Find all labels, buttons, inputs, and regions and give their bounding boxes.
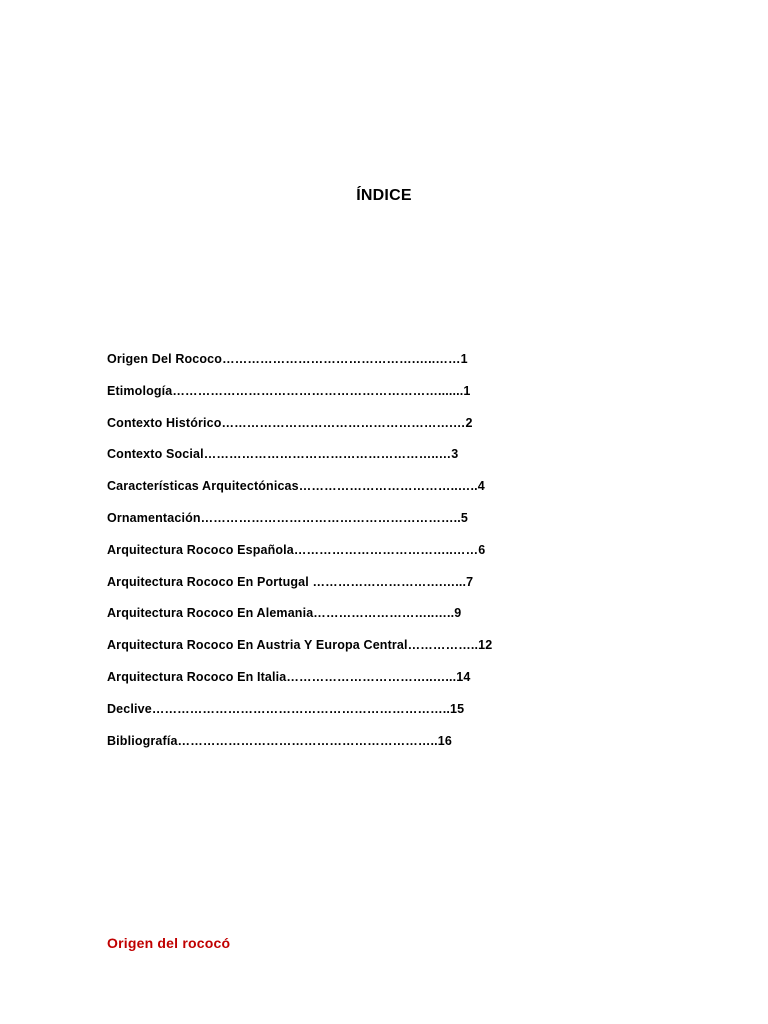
toc-entry-declive: Declive……………………………………………………………..15 bbox=[107, 701, 465, 716]
toc-entry-origen: Origen Del Rococo……………………………………….…..……1 bbox=[107, 352, 468, 366]
toc-entry-caracteristicas: Características Arquitectónicas………………………………..…..4 bbox=[107, 479, 485, 494]
toc-entry-bibliografia: Bibliografía……………………………………………………..16 bbox=[107, 733, 453, 748]
toc-entry-austria: Arquitectura Rococo En Austria Y Europa Central……………..12 bbox=[107, 638, 493, 653]
toc-entry-espanola: Arquitectura Rococo Española………………………………..……6 bbox=[107, 542, 486, 557]
page-title: ÍNDICE bbox=[356, 187, 412, 204]
table-of-contents bbox=[107, 350, 547, 763]
toc-entry-portugal: Arquitectura Rococo En Portugal ………………………….…...7 bbox=[107, 574, 474, 589]
toc-entry-italia: Arquitectura Rococo En Italia……………………………..…...14 bbox=[107, 669, 471, 684]
toc-entry-contexto-historico: Contexto Histórico……………………………………………….…2 bbox=[107, 415, 473, 430]
toc-entry-alemania: Arquitectura Rococo En Alemania………………………..…..9 bbox=[107, 606, 462, 621]
toc-entry-ornamentacion: Ornamentación……………………………………………………..5 bbox=[107, 510, 468, 525]
toc-entry-contexto-social: Contexto Social………………………………………………..…3 bbox=[107, 447, 459, 462]
section-heading: Origen del rococó bbox=[107, 935, 231, 951]
toc-entry-etimologia: Etimología……………………………………………………….......1 bbox=[107, 383, 471, 398]
